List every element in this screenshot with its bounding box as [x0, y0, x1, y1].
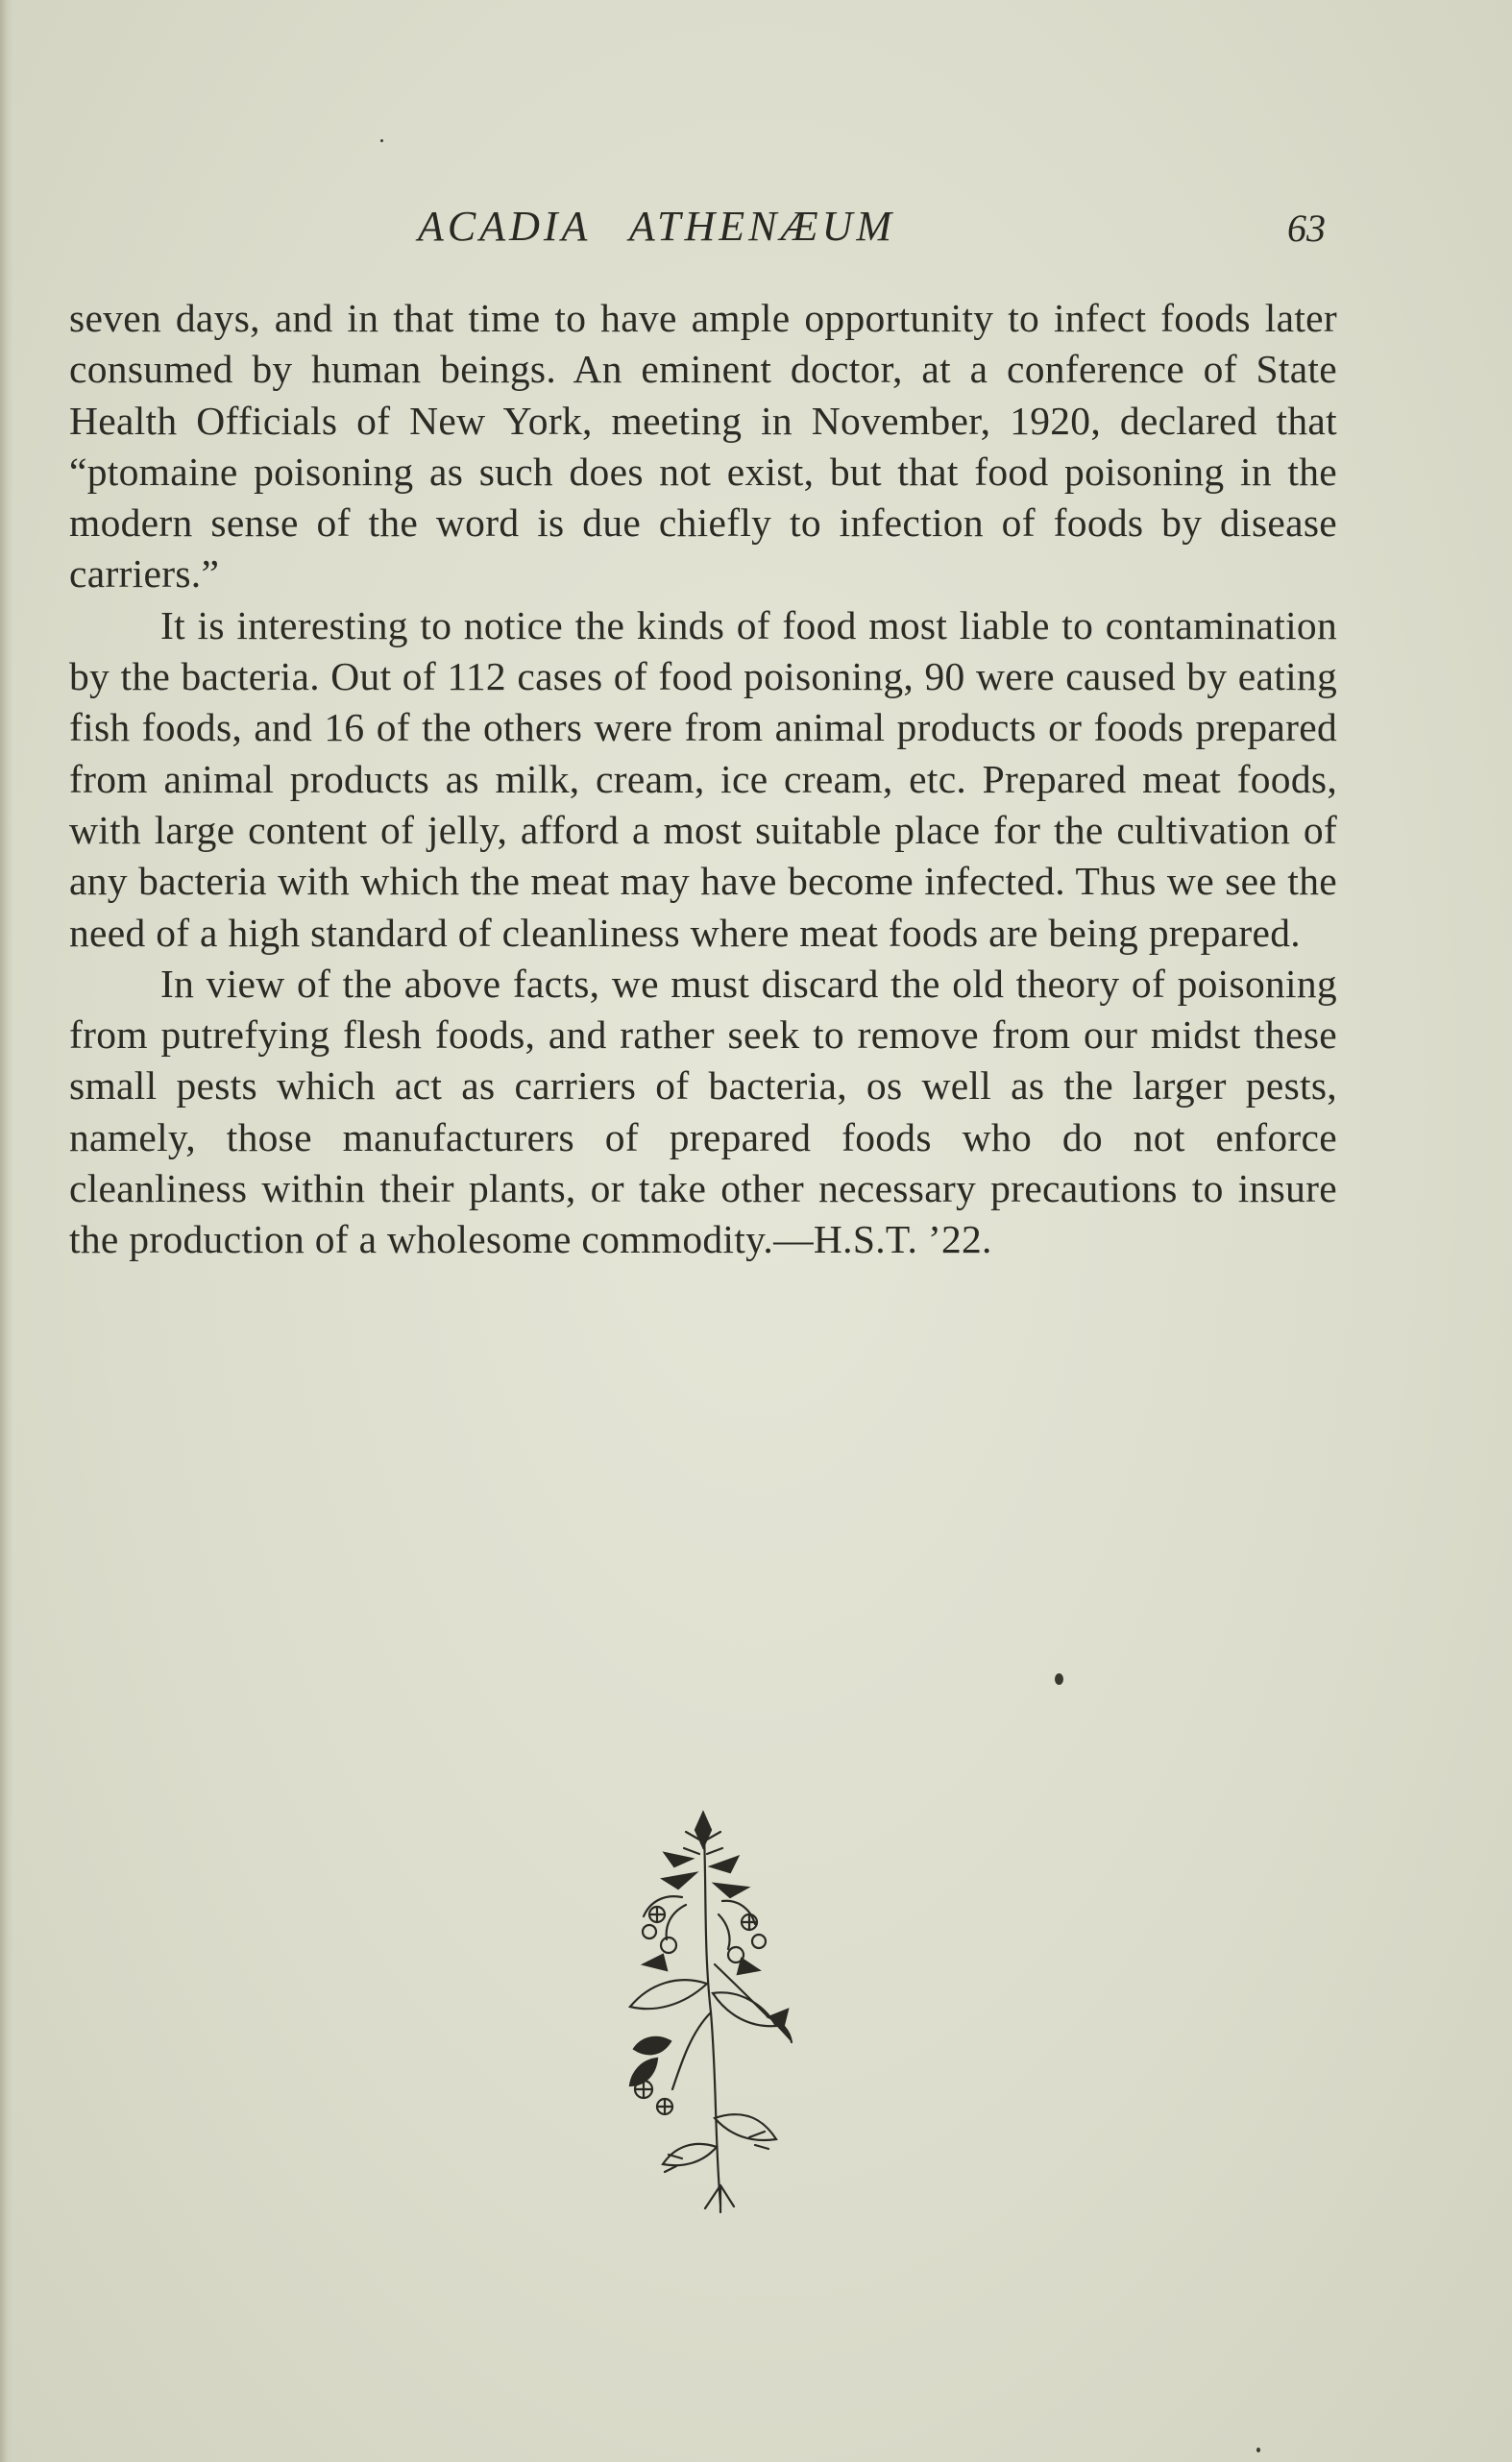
running-title: ACADIA ATHENÆUM — [418, 203, 896, 250]
paragraph-1: seven days, and in that time to have ample opportunity to infect foods later consumed by human beings. An eminent doctor, at a conference of State Health Officials of New York, meeting in November, 1920, declared that “ptomaine poisoning as such does not exist, but that food poisoning in the modern sense of the word is due chiefly to infection of foods by disease carriers.” — [69, 296, 1337, 597]
paragraph-2: It is interesting to notice the kinds of food most liable to contamination by the bacteria. Out of 112 cases of food poisoning, 90 were caused by eating fish foods, and 16 of the others were from animal products or foods prepared from animal products as milk, cream, ice cream, etc. Prepared meat foods, with large content of jelly, afford a most suitable place for the cultivation of any bacteria with which the meat may have become infected. Thus we see the need of a high standard of cleanliness where meat foods are being prepared. — [69, 602, 1337, 955]
print-speck — [1256, 2448, 1260, 2452]
article-body — [69, 293, 1337, 1266]
page-number: 63 — [1287, 207, 1326, 250]
floral-sprig-icon — [615, 1801, 807, 2224]
print-speck — [1055, 1673, 1063, 1685]
print-speck — [380, 139, 383, 142]
page-edge-shadow — [0, 0, 13, 2462]
running-header — [0, 202, 1512, 259]
paragraph-3: In view of the above facts, we must discard the old theory of poisoning from putrefying flesh foods, and rather seek to remove from our midst these small pests which act as carriers of bacteria, os well as the larger pests, namely, those manufacturers of prepared foods who do not enforce cleanliness within their plants, or take other necessary precautions to insure the production of a wholesome commodity.—H.S.T. ’22. — [69, 961, 1337, 1262]
